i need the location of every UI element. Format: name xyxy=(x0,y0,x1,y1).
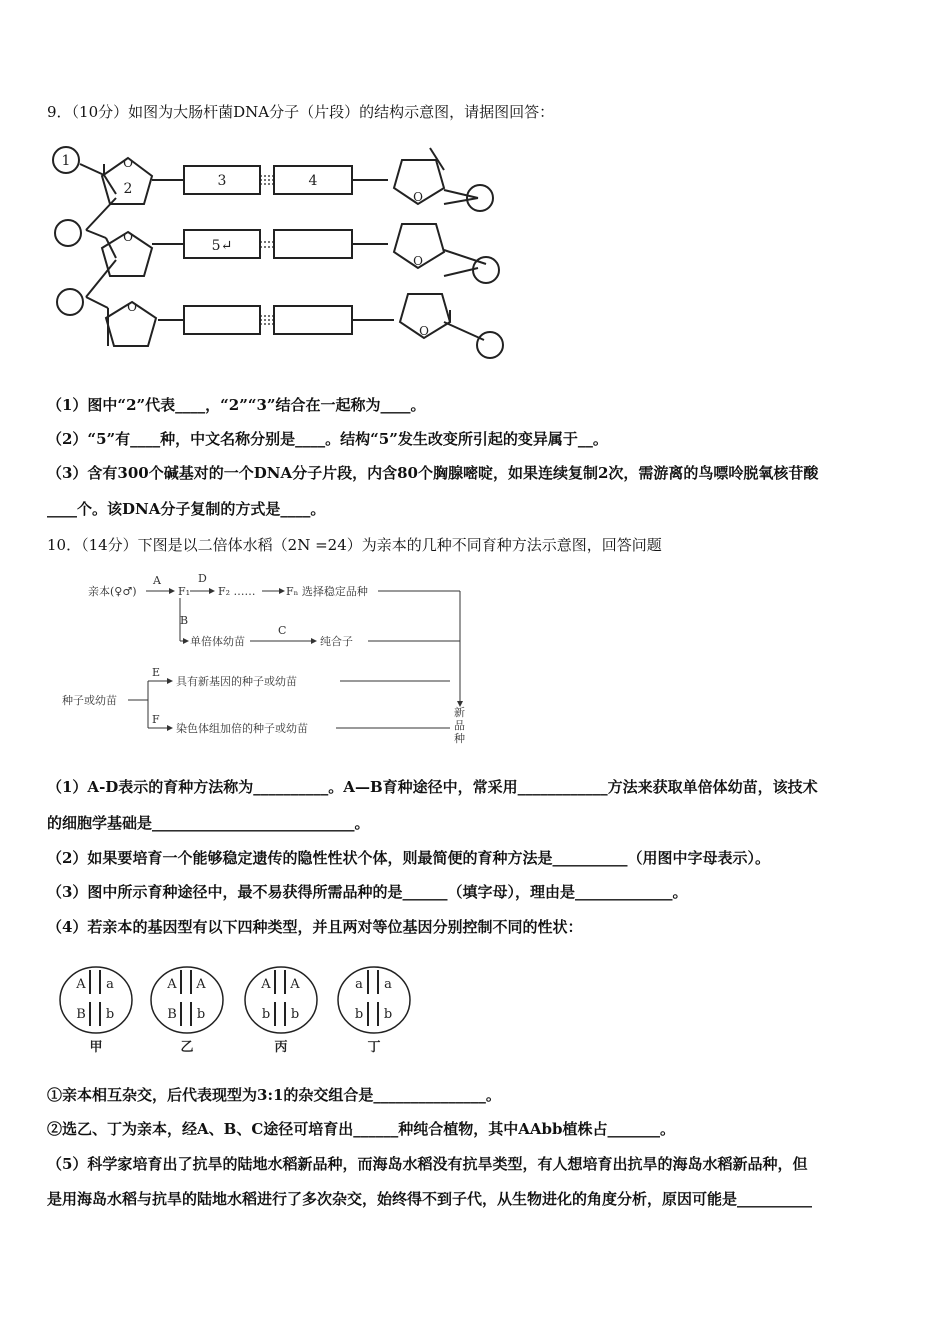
flow-label-f: F xyxy=(152,713,160,726)
allele-label: a xyxy=(384,977,392,992)
flow-new-gene: 具有新基因的种子或幼苗 xyxy=(176,675,297,688)
flow-parent: 亲本(♀♂) xyxy=(88,585,137,598)
oxygen-label: O xyxy=(123,230,133,244)
label-4: 4 xyxy=(308,173,318,189)
allele-label: B xyxy=(76,1007,86,1022)
breeding-flow-diagram xyxy=(58,568,478,750)
cell-1 xyxy=(60,967,132,1054)
q10-part4: （4）若亲本的基因型有以下四种类型，并且两对等位基因分别控制不同的性状： xyxy=(47,918,583,936)
flow-doubled: 染色体组加倍的种子或幼苗 xyxy=(176,722,308,735)
q10-part4-1: ①亲本相互杂交，后代表现型为3:1的杂交组合是_______________。 xyxy=(47,1086,501,1104)
flow-label-a: A xyxy=(153,574,161,587)
cell-name: 甲 xyxy=(89,1040,103,1054)
oxygen-label: O xyxy=(127,300,137,314)
flow-homozygote: 纯合子 xyxy=(320,635,353,648)
oxygen-label: O xyxy=(123,156,133,170)
q10-title: 10．（14分）下图是以二倍体水稻（2N =24）为亲本的几种不同育种方法示意图，回答问题 xyxy=(47,536,662,554)
allele-label: A xyxy=(290,977,300,992)
allele-label: A xyxy=(167,977,177,992)
q10-part4-2: ②选乙、丁为亲本，经A、B、C途径可培育出______种纯合植物，其中AAbb植株占_______。 xyxy=(47,1120,676,1138)
allele-label: a xyxy=(106,977,114,992)
flow-label-d: D xyxy=(198,572,207,585)
q9-part2: （2）“5”有____种，中文名称分别是____。结构“5”发生改变所引起的变异属于__。 xyxy=(47,430,608,448)
allele-label: b xyxy=(354,1007,364,1022)
allele-label: b xyxy=(196,1007,206,1022)
label-2: 2 xyxy=(123,181,133,197)
flow-label-c: C xyxy=(278,624,287,637)
flow-new-variety: 品 xyxy=(454,719,465,732)
q9-title: 9．（10分）如图为大肠杆菌DNA分子（片段）的结构示意图，请据图回答： xyxy=(47,103,555,121)
q9-part3a: （3）含有300个碱基对的一个DNA分子片段，内含80个胸腺嘧啶，如果连续复制2次，需游离的鸟嘌呤脱氧核苷酸 xyxy=(47,464,819,482)
allele-label: b xyxy=(105,1007,115,1022)
oxygen-label: O xyxy=(419,324,429,338)
allele-label: a xyxy=(355,977,363,992)
flow-label-e: E xyxy=(152,666,161,679)
label-1: 1 xyxy=(61,153,71,169)
cell-name: 丁 xyxy=(367,1040,381,1054)
allele-label: A xyxy=(196,977,206,992)
flow-fn: Fₙ 选择稳定品种 xyxy=(286,585,368,598)
cell-name: 丙 xyxy=(274,1040,288,1054)
allele-label: B xyxy=(167,1007,177,1022)
allele-label: A xyxy=(76,977,86,992)
flow-new-variety: 新 xyxy=(454,706,465,719)
allele-label: b xyxy=(290,1007,300,1022)
cell-4 xyxy=(338,967,410,1054)
label-5: 5↵ xyxy=(211,238,233,254)
flow-new-variety: 种 xyxy=(454,732,465,745)
flow-seed: 种子或幼苗 xyxy=(62,694,117,707)
q9-part3b: ____个。该DNA分子复制的方式是____。 xyxy=(47,500,326,518)
q9-part1: （1）图中“2”代表____，“2”“3”结合在一起称为____。 xyxy=(47,396,426,414)
flow-f2: F₂ …… xyxy=(218,585,256,598)
oxygen-label: O xyxy=(413,254,423,268)
q10-part5b: 是用海岛水稻与抗旱的陆地水稻进行了多次杂交，始终得不到子代，从生物进化的角度分析，原因可能是__________ xyxy=(47,1190,813,1208)
flow-label-b: B xyxy=(180,614,189,627)
q10-part2: （2）如果要培育一个能够稳定遗传的隐性性状个体，则最简便的育种方法是__________（用图中字母表示）。 xyxy=(47,849,770,867)
genotype-cells-figure xyxy=(52,962,424,1054)
q10-part1a: （1）A-D表示的育种方法称为__________。A—B育种途径中，常采用____________方法来获取单倍体幼苗，该技术 xyxy=(47,778,818,796)
q10-part5a: （5）科学家培育出了抗旱的陆地水稻新品种，而海岛水稻没有抗旱类型，有人想培育出抗旱的海岛水稻新品种，但 xyxy=(47,1155,808,1173)
dna-structure-diagram xyxy=(48,142,508,364)
cell-2 xyxy=(151,967,223,1054)
q10-part3: （3）图中所示育种途径中，最不易获得所需品种的是______（填字母），理由是_____________。 xyxy=(47,883,688,901)
allele-label: b xyxy=(383,1007,393,1022)
cell-3 xyxy=(245,967,317,1054)
label-3: 3 xyxy=(217,173,227,189)
q10-part1b: 的细胞学基础是___________________________。 xyxy=(47,814,370,832)
allele-label: A xyxy=(261,977,271,992)
flow-f1: F₁ xyxy=(178,585,191,598)
flow-haploid: 单倍体幼苗 xyxy=(190,635,245,648)
cell-name: 乙 xyxy=(180,1040,194,1054)
allele-label: b xyxy=(261,1007,271,1022)
oxygen-label: O xyxy=(413,190,423,204)
